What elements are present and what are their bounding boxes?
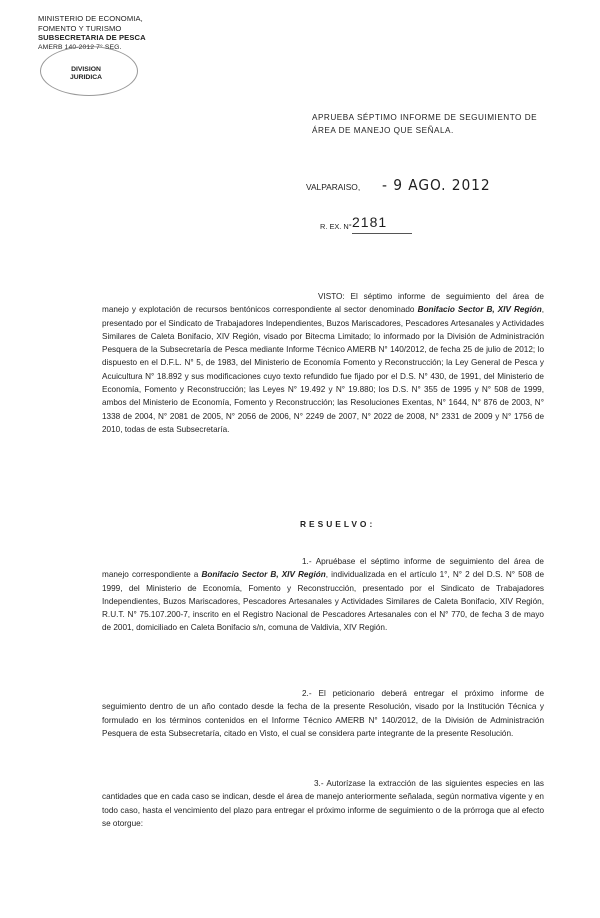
item-2-paragraph bbox=[102, 687, 544, 740]
reference-line: AMERB 140-2012 7° SEG. bbox=[38, 43, 122, 51]
stamp-line: DIVISION bbox=[71, 66, 101, 73]
stamp-text bbox=[62, 66, 110, 82]
exempt-number-row bbox=[320, 214, 460, 234]
visto-rest: , presentado por el Sindicato de Trabajadores Independientes, Buzos Mariscadores, Pescadores Artesanales y Actividades Similares de Caleta Bonifacio, XIV Región, visado por Bitecma Limitado; lo informado por la División de Administración Pesquera de la Subsecretaría de Pesca mediante Informe Técnico AMERB N° 140/2012, de fecha 25 de julio de 2012; lo dispuesto en el D.F.L. N° 5, de 1983, del Ministerio de Economía Fomento y Reconstrucción; la Ley General de Pesca y Acuicultura N° 18.892 y sus modificaciones cuyo texto refundido fue fijado por el D.S. N° 430, de 1991, del Ministerio de Economía, Fomento y Reconstrucción; las Leyes N° 19.492 y N° 19.880; los D.S. N° 355 de 1995 y N° 508 de 1999, ambos del Ministerio de Economía, Fomento y Reconstrucción; las Resoluciones Exentas, N° 1644, N° 876 de 2003, N° 1338 de 2004, N° 2081 de 2005, N° 2056 de 2006, N° 2249 de 2007, N° 2022 de 2008, N° 2331 de 2009 y N° 1756 de 2010, todas de esta Subsecretaría. bbox=[102, 305, 545, 434]
exempt-number-label: R. EX. N° bbox=[320, 222, 352, 231]
ministry-line-2: FOMENTO Y TURISMO bbox=[38, 23, 122, 33]
item-3-text: 3.- Autorízase la extracción de las siguientes especies en las cantidades que en cada caso se indican, desde el área de manejo anteriormente señalada, según normativa vigente y en todo caso, hasta el vencimiento del plazo para entregar el próximo informe de seguimiento o de la prórroga que al efecto se otorgue: bbox=[102, 779, 544, 828]
item-1-paragraph bbox=[102, 555, 544, 635]
resolution-heading: RESUELVO: bbox=[300, 519, 376, 529]
subject-heading: APRUEBA SÉPTIMO INFORME DE SEGUIMIENTO DE ÁREA DE MANEJO QUE SEÑALA. bbox=[312, 113, 538, 135]
visto-sector: Bonifacio Sector B, XIV Región bbox=[417, 305, 542, 315]
undersecretariat-line: SUBSECRETARIA DE PESCA bbox=[38, 33, 146, 43]
date-value: - 9 AGO. 2012 bbox=[382, 176, 491, 194]
number-underline bbox=[352, 233, 412, 234]
exempt-number-value: 2181 bbox=[352, 214, 388, 230]
ministry-line: MINISTERIO DE ECONOMIA, bbox=[38, 14, 143, 23]
date-row bbox=[306, 176, 566, 196]
item-3-paragraph bbox=[102, 777, 544, 830]
visto-paragraph bbox=[102, 290, 544, 436]
visto-lead: VISTO: El séptimo informe de seguimiento del área de manejo y explotación de recursos bentónicos correspondiente al sector denominado bbox=[102, 292, 544, 315]
item-2-text: 2.- El peticionario deberá entregar el próximo informe de seguimiento dentro de un año contado desde la fecha de la presente Resolución, visado por la Institución Técnica y formulado en los términos contenidos en el Informe Técnico AMERB N° 140/2012, de la División de Administración Pesquera de esta Subsecretaría, citado en Visto, el cual se considera parte integrante de la presente Resolución. bbox=[102, 689, 544, 738]
stamp-line: JURIDICA bbox=[69, 74, 103, 81]
item-1-rest: , individualizada en el artículo 1°, N° 2 del D.S. N° 508 de 1999, del Ministerio de Economía, Fomento y Reconstrucción, presentado por el Sindicato de Trabajadores Independientes, Buzos Mariscadores, Pescadores Artesanales y Actividades Similares de Caleta Bonifacio, XIV Región, R.U.T. N° 75.107.200-7, inscrito en el Registro Nacional de Pescadores Artesanales con el N° 770, de fecha 3 de mayo de 2001, domiciliado en Caleta Bonifacio s/n, comuna de Valdivia, XIV Región. bbox=[102, 570, 544, 633]
item-1-sector: Bonifacio Sector B, XIV Región bbox=[201, 570, 326, 580]
date-city: VALPARAISO, bbox=[306, 182, 361, 192]
item-1-lead: 1.- Apruébase el séptimo informe de seguimiento del área de manejo correspondiente a bbox=[102, 557, 544, 580]
